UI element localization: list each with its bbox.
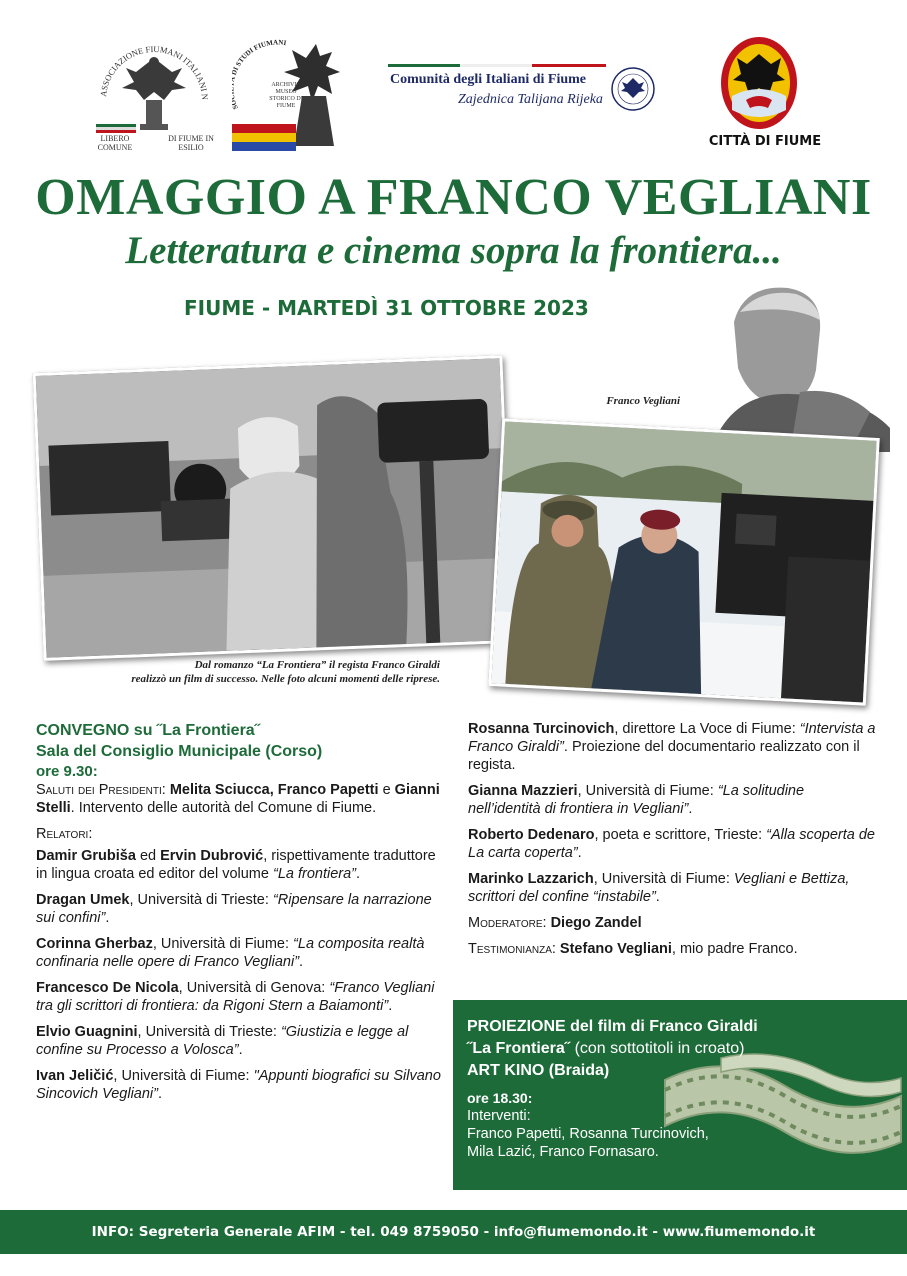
speaker-end: . — [688, 801, 693, 817]
photo-caption-line1: Dal romanzo “La Frontiera” il regista Franco Giraldi — [194, 659, 440, 671]
speaker-item — [36, 935, 442, 971]
speaker-affiliation: , Università di Fiume: — [113, 1068, 254, 1084]
speaker-affiliation: , Università di Trieste: — [137, 1024, 281, 1040]
speaker-end: . — [105, 910, 110, 926]
proiezione-time: ore 18.30: — [467, 1090, 533, 1106]
speaker-end: . — [157, 1086, 162, 1102]
saluti-e: e — [382, 782, 391, 798]
speaker-item — [468, 782, 878, 818]
testimonianza-label: Testimonianza: — [468, 941, 556, 957]
right-column — [468, 720, 878, 966]
moderatore-label: Moderatore: — [468, 915, 547, 931]
saluti-paragraph — [36, 781, 442, 817]
convegno-time: ore 9.30: — [36, 763, 98, 780]
speaker-end: . — [299, 954, 304, 970]
speaker-end: . — [655, 889, 660, 905]
sse-logo — [232, 38, 350, 152]
speaker-name: Francesco De Nicola — [36, 980, 179, 996]
speaker-talk-title: Vegliani e Bettiza, scrittori del confine “instabile” — [468, 871, 850, 905]
speaker-item — [36, 1023, 442, 1059]
comunita-it-text: Comunità degli Italiani di Fiume — [390, 72, 587, 87]
portrait-caption: Franco Vegliani — [606, 395, 680, 407]
comunita-seal-icon — [610, 66, 656, 112]
comunita-hr-text: Zajednica Talijana Rijeka — [458, 92, 603, 107]
speaker-end: . — [577, 845, 582, 861]
page-title: OMAGGIO A FRANCO VEGLIANI — [35, 169, 872, 226]
photo-caption — [40, 658, 440, 686]
speaker-name: Rosanna Turcinovich — [468, 721, 615, 737]
speaker-item — [36, 891, 442, 927]
speaker-affiliation: , Università di Fiume: — [577, 783, 718, 799]
film-subtitle-note: (con sottotitoli in croato) — [570, 1040, 745, 1057]
speaker-name: Damir Grubiša — [36, 848, 136, 864]
left-column — [36, 720, 442, 1111]
speaker-name: Corinna Gherbaz — [36, 936, 153, 952]
saluti-rest: . Intervento delle autorità del Comune di Fiume. — [70, 800, 377, 816]
photo-caption-line2: realizzò un film di successo. Nelle foto alcuni momenti delle riprese. — [131, 673, 440, 685]
speaker-end: . — [356, 866, 361, 882]
speaker-item — [468, 826, 878, 862]
afim-logo — [88, 38, 220, 156]
comunita-logo — [388, 60, 660, 122]
film-set-bw-image — [36, 358, 510, 658]
speaker-affiliation: , poeta e scrittore, Trieste: — [594, 827, 767, 843]
page-subtitle: Letteratura e cinema sopra la frontiera... — [125, 229, 782, 272]
speaker-talk-title: “La composita realtà confinaria nelle opere di Franco Vegliani” — [36, 936, 425, 970]
convegno-heading: CONVEGNO su ˝La Frontiera˝ — [36, 722, 261, 739]
convegno-venue: Sala del Consiglio Municipale (Corso) — [36, 743, 323, 760]
fiume-coat-of-arms-icon — [718, 34, 800, 132]
tricolor-line — [388, 64, 606, 67]
afim-right-text: DI FIUME IN ESILIO — [168, 134, 214, 152]
speaker-talk-title: "Appunti biografici su Silvano Sincovich Vegliani” — [36, 1068, 441, 1102]
saluti-names1: Melita Sciucca, Franco Papetti — [169, 782, 379, 798]
speaker-affiliation: , Università di Genova: — [178, 980, 330, 996]
saluti-label: Saluti dei Presidenti: — [36, 782, 166, 798]
moderatore-name: Diego Zandel — [550, 915, 642, 931]
speaker-item — [36, 1067, 442, 1103]
speaker-item — [36, 979, 442, 1015]
speaker-name: Marinko Lazzarich — [468, 871, 594, 887]
portrait-photo — [690, 282, 890, 452]
relatori-label: Relatori: — [36, 826, 93, 842]
speaker-item — [468, 720, 878, 774]
speaker-talk-title: “Intervista a Franco Giraldi” — [468, 721, 876, 755]
saluti-names2: Gianni Stelli — [36, 782, 440, 816]
speaker-name: Dragan Umek — [36, 892, 130, 908]
info-footer: INFO: Segreteria Generale AFIM - tel. 049 8759050 - info@fiumemondo.it - www.fiumemondo.it — [0, 1210, 907, 1254]
film-title: ˝La Frontiera˝ — [467, 1040, 571, 1057]
speaker-talk-title: “La frontiera” — [272, 866, 356, 882]
speaker-name: Ervin Dubrović — [160, 848, 264, 864]
testimonianza-rest: , mio padre Franco. — [671, 941, 798, 957]
speaker-affiliation: , Università di Fiume: — [593, 871, 734, 887]
moderatore-line — [468, 914, 878, 932]
color-film-photo — [488, 418, 880, 705]
event-date: FIUME - MARTEDÌ 31 OTTOBRE 2023 — [184, 296, 589, 320]
citta-text: CITTÀ DI FIUME — [708, 134, 822, 149]
film-set-color-image — [491, 421, 876, 702]
speaker-talk-title: “Franco Vegliani tra gli scrittori di frontiera: da Rigoni Stern a Baiamonti” — [36, 980, 435, 1014]
afim-left-text: LIBERO COMUNE — [97, 134, 133, 152]
speaker-talk-title: “Ripensare la narrazione sui confini” — [36, 892, 432, 926]
speaker-name: Elvio Guagnini — [36, 1024, 138, 1040]
proiezione-venue: ART KINO (Braida) — [467, 1062, 610, 1079]
sse-ring-text: I STUDI FIUMANI — [232, 38, 287, 72]
speaker-conj: ed — [135, 848, 161, 864]
speaker-end: . Proiezione del documentario realizzato con il regista. — [468, 739, 860, 773]
speaker-end: . — [238, 1042, 243, 1058]
interventi-names2: Mila Lazić, Franco Fornasaro. — [467, 1144, 659, 1160]
speaker-name: Ivan Jeličić — [36, 1068, 114, 1084]
film-reel-strip-icon — [661, 1050, 905, 1170]
interventi-names1: Franco Papetti, Rosanna Turcinovich, — [467, 1126, 709, 1142]
interventi-label: Interventi: — [467, 1108, 531, 1124]
citta-logo — [700, 34, 830, 154]
speaker-affiliation: , Università di Fiume: — [152, 936, 294, 952]
proiezione-title: PROIEZIONE del film di Franco Giraldi — [467, 1018, 758, 1035]
portrait-image — [690, 282, 890, 452]
speaker-end: . — [388, 998, 393, 1014]
speaker-affiliation: , rispettivamente traduttore in lingua croata ed editor del volume — [36, 848, 436, 882]
speaker-name: Gianna Mazzieri — [468, 783, 578, 799]
proiezione-film-line — [467, 1040, 744, 1058]
speaker-talk-title: “Giustizia e legge al confine su Processo a Volosca” — [36, 1024, 409, 1058]
testimonianza-name: Stefano Vegliani — [559, 941, 672, 957]
speaker-affiliation: , direttore La Voce di Fiume: — [614, 721, 800, 737]
afim-ring-text: ASSOCIAZIONE FIUMANI ITALIANI N — [98, 43, 211, 101]
bw-film-photo — [33, 355, 514, 661]
speaker-talk-title: “Alla scoperta de La carta coperta” — [468, 827, 875, 861]
proiezione-box — [453, 1000, 907, 1190]
speaker-item — [36, 847, 442, 883]
speaker-affiliation: , Università di Trieste: — [129, 892, 273, 908]
speaker-name: Roberto Dedenaro — [468, 827, 595, 843]
speaker-item — [468, 870, 878, 906]
sse-inner-text: ARCHIVIO MUSEO STORICO DI FIUME — [269, 82, 303, 109]
testimonianza-line — [468, 940, 878, 958]
speaker-talk-title: “La solitudine nell’identità di frontiera in Vegliani” — [468, 783, 805, 817]
